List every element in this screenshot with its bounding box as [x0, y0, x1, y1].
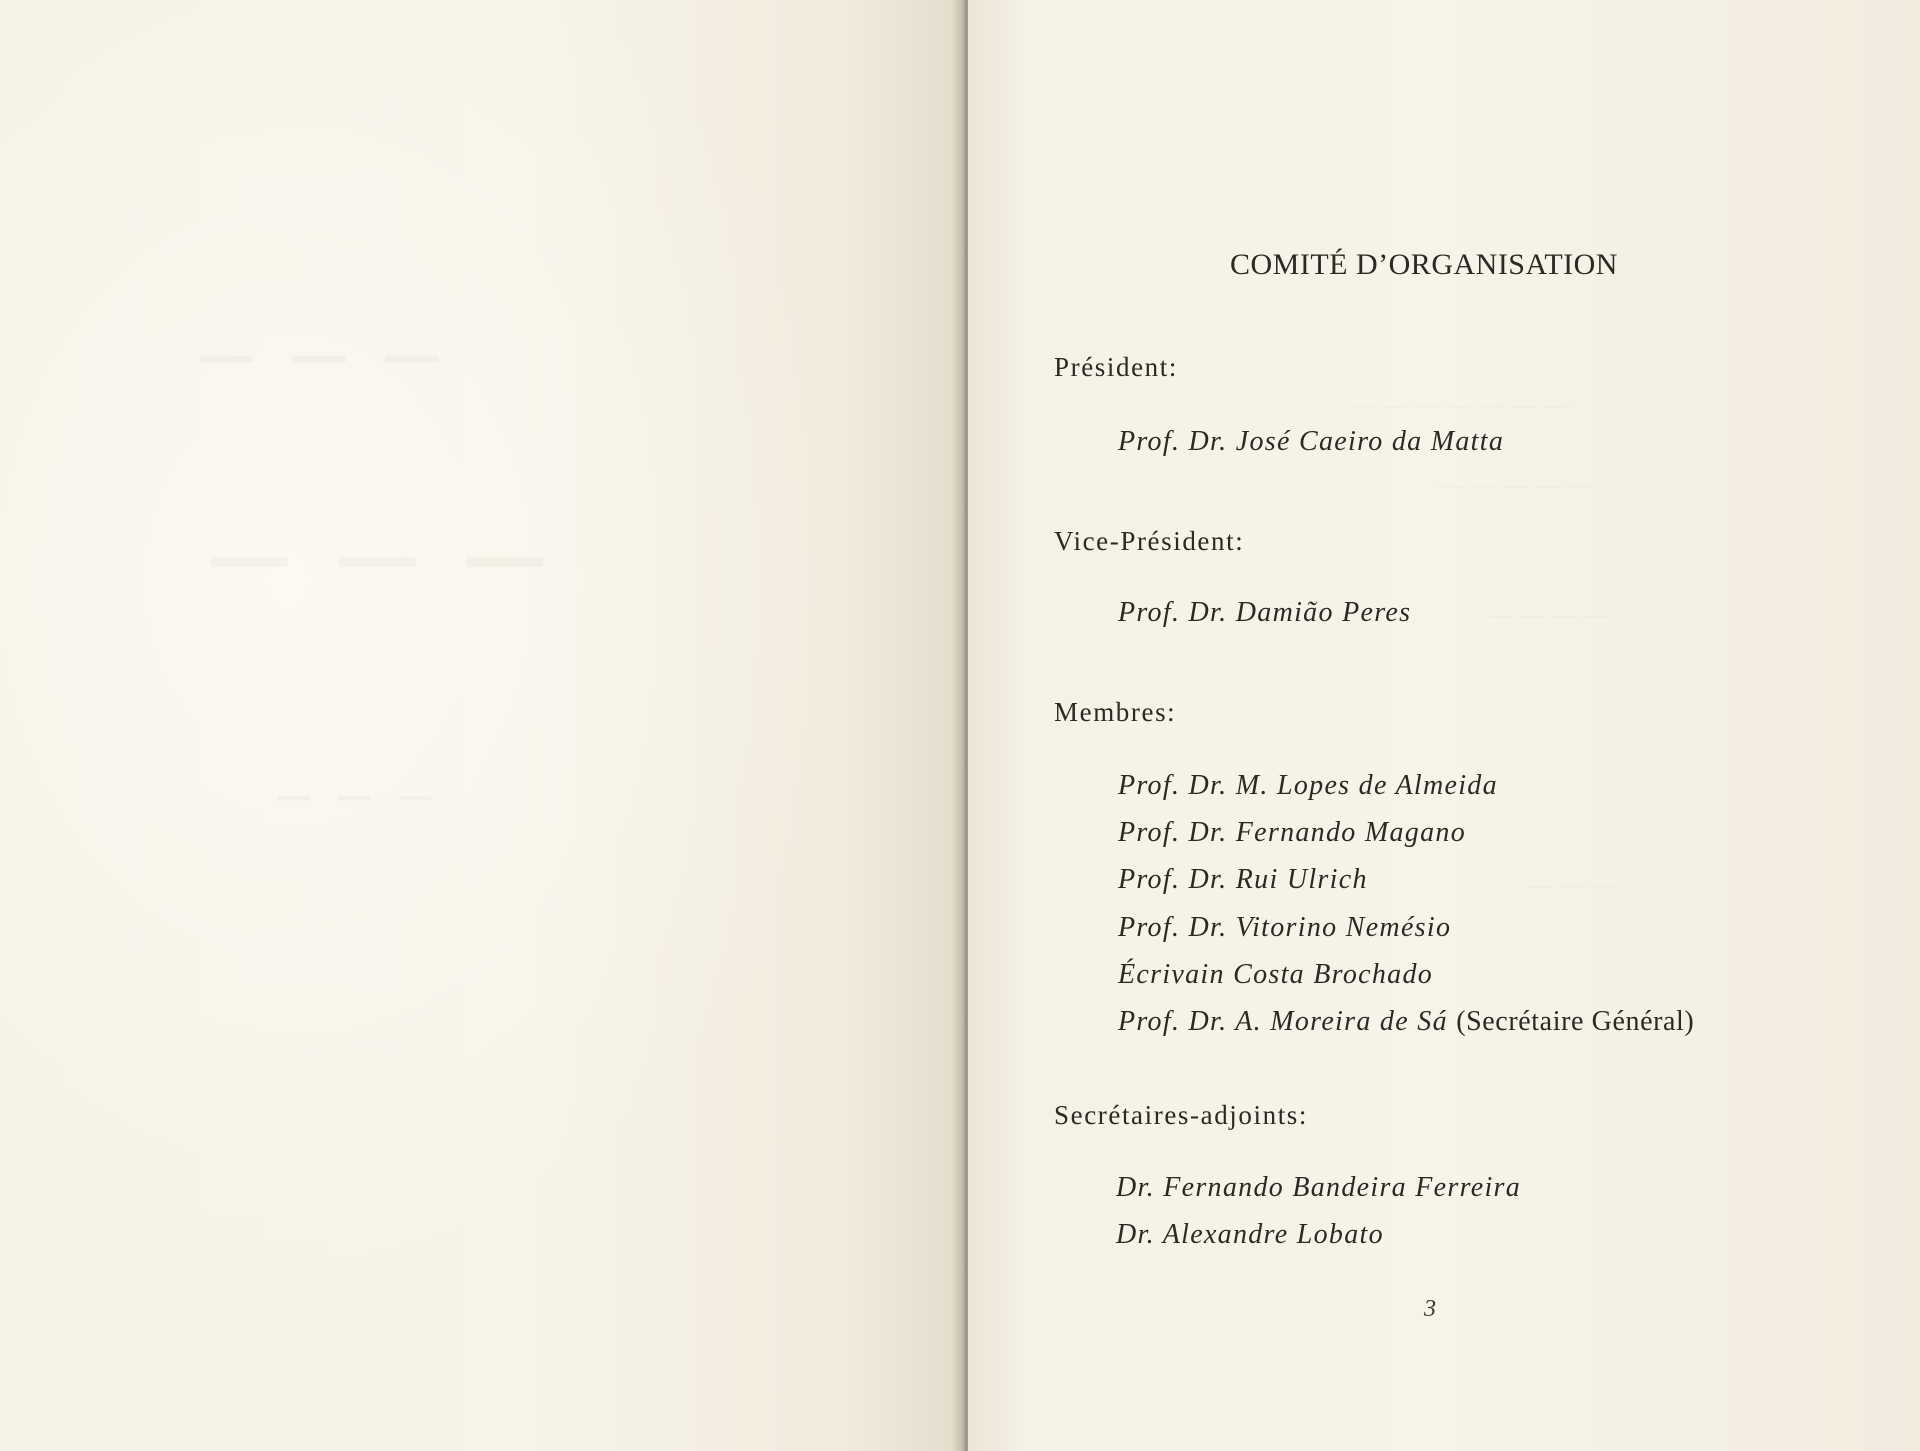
entry-member: Prof. Dr. Fernando Magano — [1118, 817, 1467, 848]
page-number: 3 — [1424, 1296, 1436, 1322]
entry-member-secretary-general — [1118, 1006, 1694, 1038]
show-through-text: — — — — [190, 320, 442, 390]
entry-member: Prof. Dr. Rui Ulrich — [1118, 864, 1368, 895]
entry-president: Prof. Dr. José Caeiro da Matta — [1118, 426, 1505, 457]
show-through-text: — — — — [200, 505, 548, 606]
right-page — [968, 0, 1920, 1451]
member-name: Prof. Dr. A. Moreira de Sá — [1118, 1006, 1448, 1037]
entry-member: Prof. Dr. Vitorino Nemésio — [1118, 912, 1452, 943]
show-through-text — [1438, 470, 1594, 500]
show-through-text — [1488, 600, 1612, 630]
show-through-text: — — — — [270, 775, 434, 817]
show-through-text — [1348, 390, 1569, 420]
role-note: (Secrétaire Général) — [1456, 1006, 1695, 1037]
section-heading-president: Président: — [1054, 352, 1178, 382]
section-heading-assistant-secretaries: Secrétaires-adjoints: — [1054, 1100, 1309, 1130]
entry-member: Prof. Dr. M. Lopes de Almeida — [1118, 770, 1498, 801]
entry-assistant-secretary: Dr. Alexandre Lobato — [1116, 1219, 1384, 1250]
entry-vice-president: Prof. Dr. Damião Peres — [1118, 597, 1412, 628]
entry-member: Écrivain Costa Brochado — [1118, 959, 1434, 990]
page-title: COMITÉ D’ORGANISATION — [1230, 248, 1618, 281]
section-heading-members: Membres: — [1054, 697, 1177, 727]
section-heading-vice-president: Vice-Président: — [1054, 526, 1245, 556]
entry-assistant-secretary: Dr. Fernando Bandeira Ferreira — [1116, 1172, 1522, 1203]
show-through-text — [1528, 870, 1619, 900]
